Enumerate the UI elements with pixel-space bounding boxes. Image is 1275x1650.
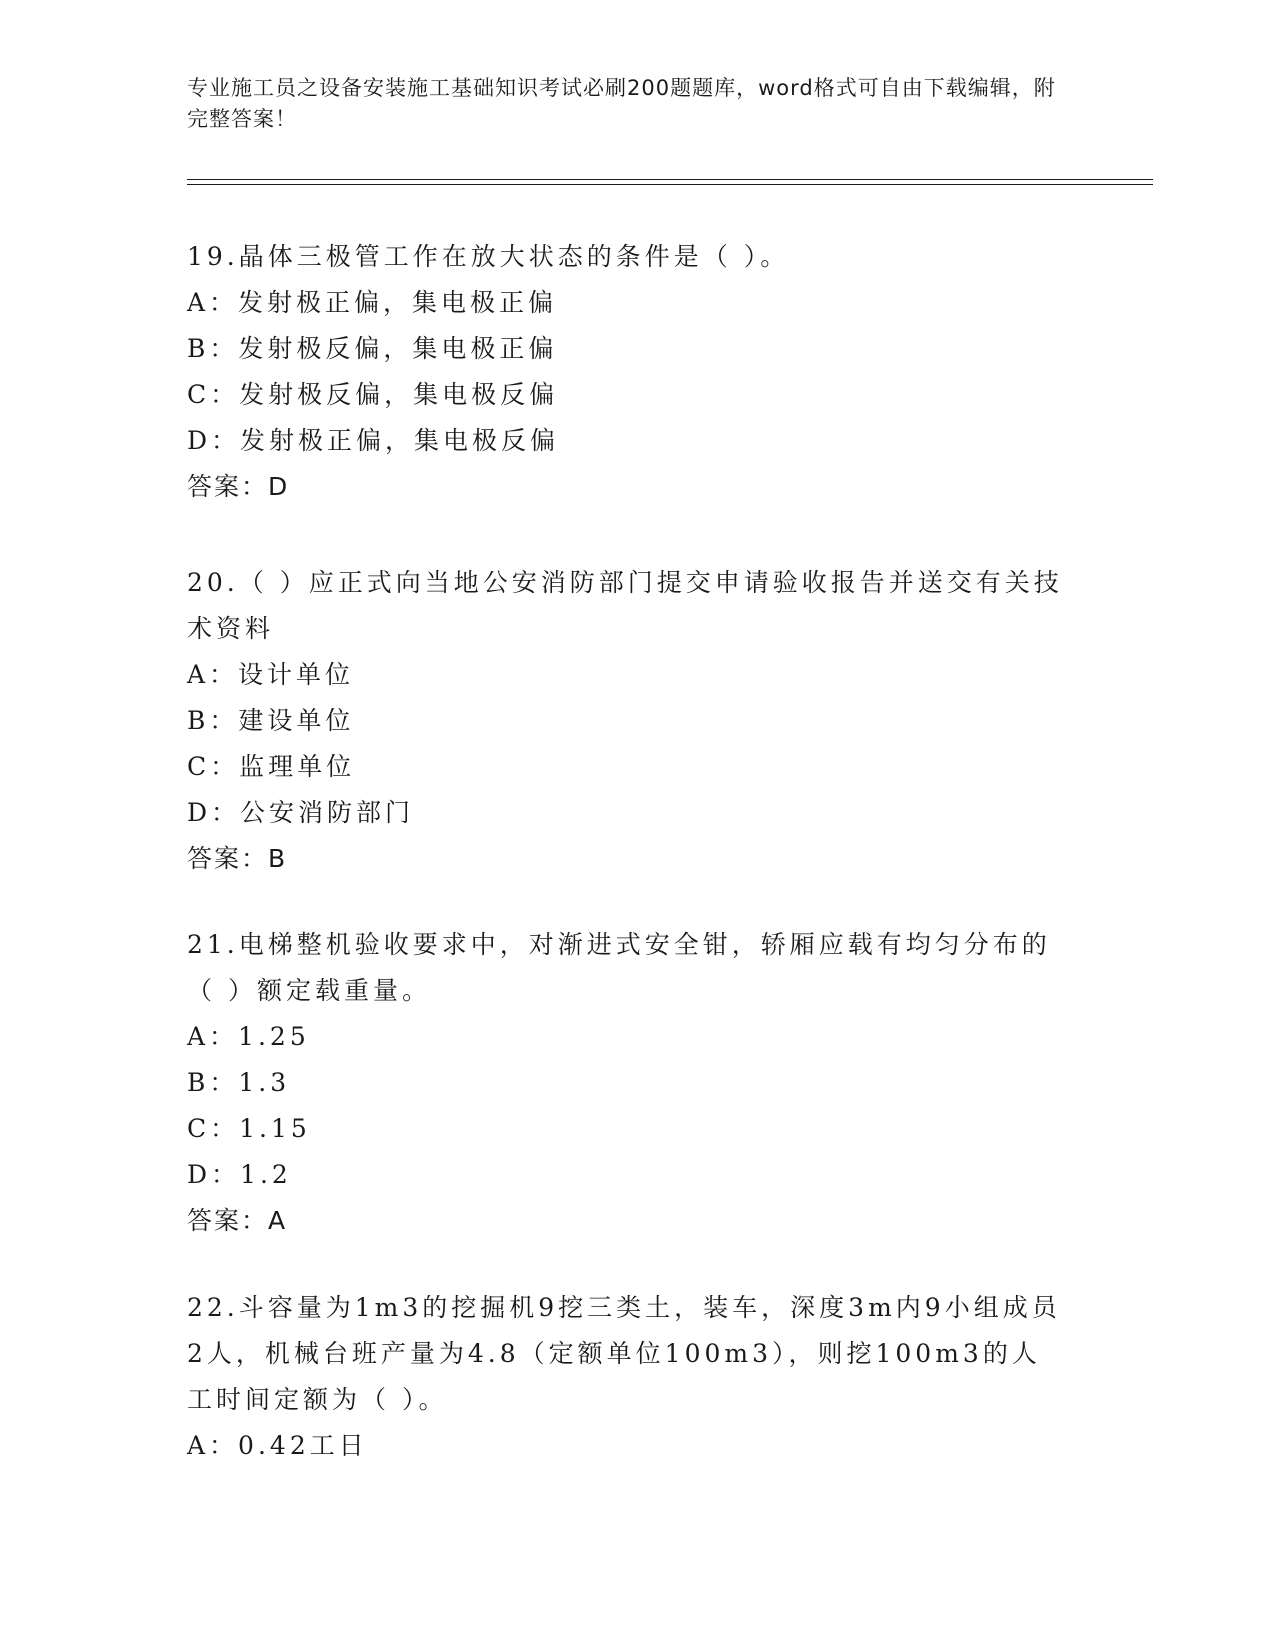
- question-19: [187, 234, 1067, 510]
- header-divider-top: [187, 179, 1153, 180]
- answer: 答案：D: [187, 472, 290, 501]
- question-21: [187, 922, 1067, 1244]
- header-divider-bottom: [187, 184, 1153, 185]
- option-a: A：发射极正偏，集电极正偏: [187, 288, 558, 317]
- question-text: 22.斗容量为1m3的挖掘机9挖三类土，装车，深度3m内9小组成员2人，机械台班产量为4.8（定额单位100m3），则挖100m3的人工时间定额为（ ）。: [187, 1293, 1061, 1414]
- option-c: C：监理单位: [187, 752, 356, 781]
- document-header: [187, 73, 1067, 135]
- option-b: B：建设单位: [187, 706, 355, 735]
- option-d: D：1.2: [187, 1160, 292, 1189]
- option-c: C：1.15: [187, 1114, 311, 1143]
- option-a: A：1.25: [187, 1022, 310, 1051]
- question-text: 21.电梯整机验收要求中，对渐进式安全钳，轿厢应载有均匀分布的（ ）额定载重量。: [187, 930, 1051, 1005]
- option-b: B：1.3: [187, 1068, 291, 1097]
- question-22: [187, 1285, 1067, 1469]
- question-20: [187, 560, 1067, 882]
- question-text: 19.晶体三极管工作在放大状态的条件是（ ）。: [187, 242, 790, 271]
- header-text: 专业施工员之设备安装施工基础知识考试必刷200题题库，word格式可自由下载编辑，附完整答案！: [187, 76, 1056, 131]
- answer: 答案：B: [187, 844, 288, 873]
- option-c: C：发射极反偏，集电极反偏: [187, 380, 559, 409]
- option-d: D：发射极正偏，集电极反偏: [187, 426, 560, 455]
- option-b: B：发射极反偏，集电极正偏: [187, 334, 558, 363]
- option-a: A：0.42工日: [187, 1431, 368, 1460]
- question-text: 20.（ ）应正式向当地公安消防部门提交申请验收报告并送交有关技术资料: [187, 568, 1063, 643]
- option-d: D：公安消防部门: [187, 798, 415, 827]
- answer: 答案：A: [187, 1206, 288, 1235]
- option-a: A：设计单位: [187, 660, 355, 689]
